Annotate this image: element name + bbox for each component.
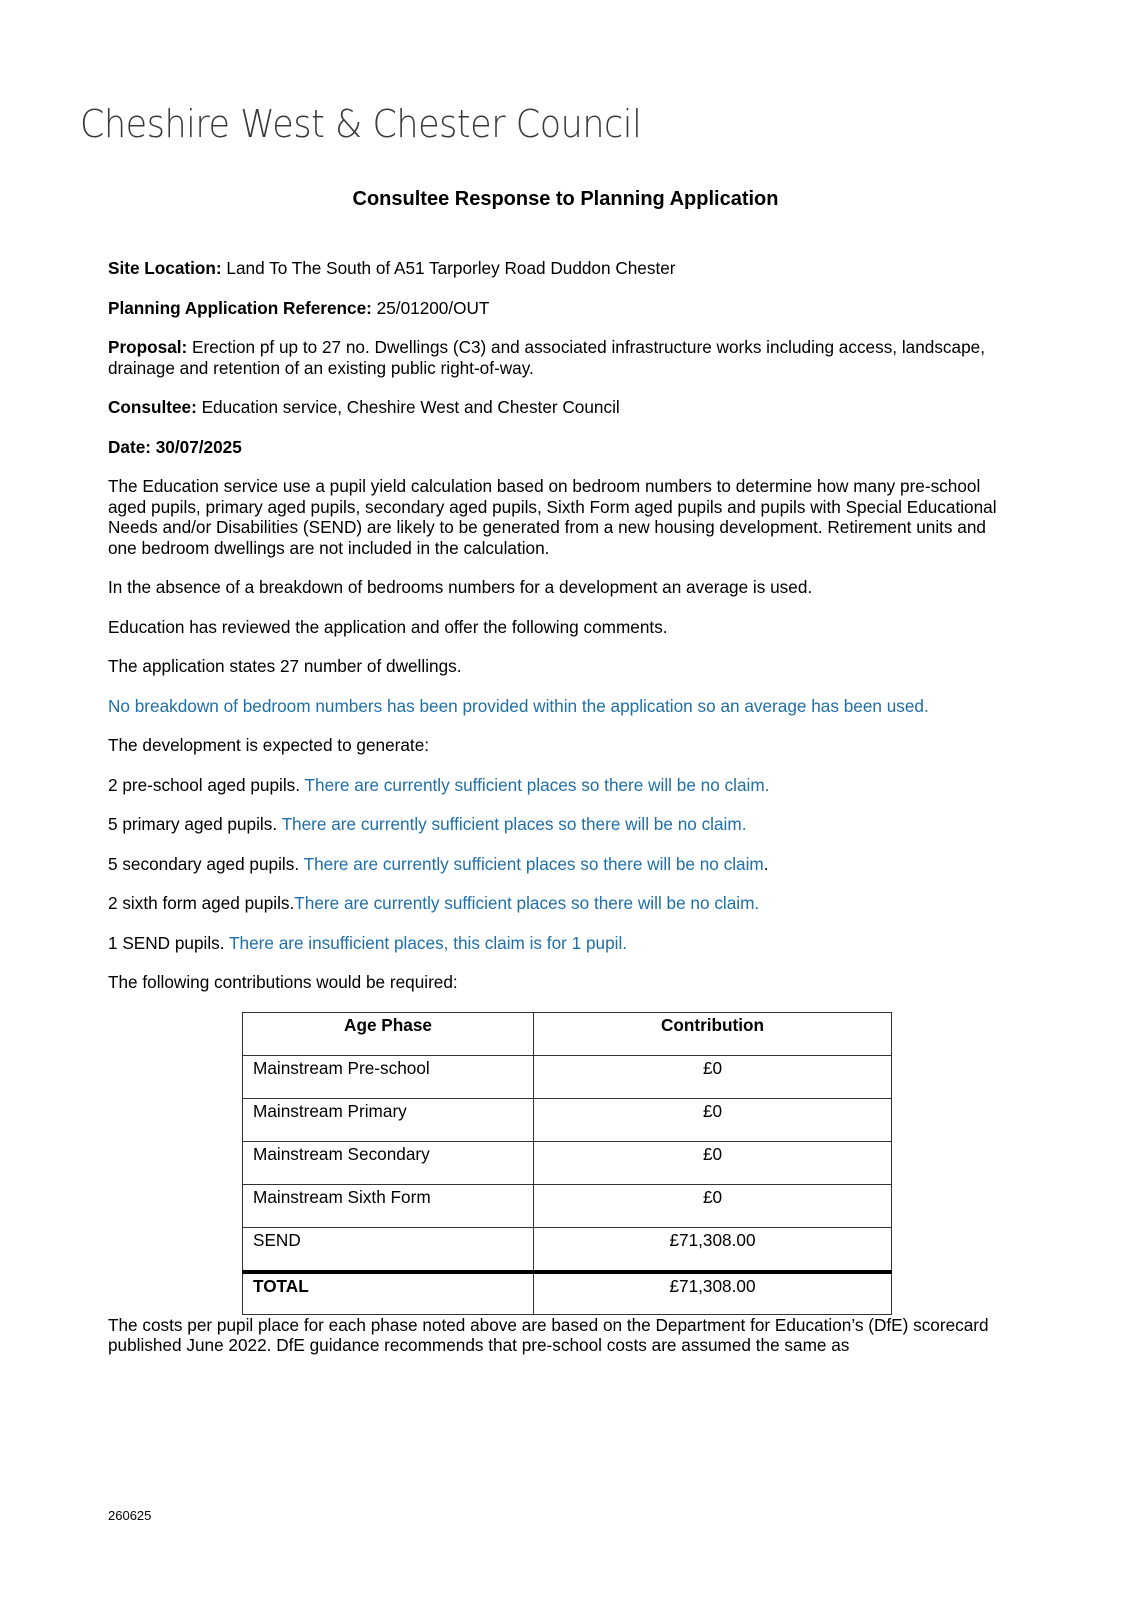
average-note: In the absence of a breakdown of bedrooms numbers for a development an average is used. — [108, 577, 813, 597]
table-row: Mainstream Pre-school £0 — [243, 1055, 892, 1098]
pupil-line: 2 pre-school aged pupils. There are currently sufficient places so there will be no claim. — [108, 774, 770, 795]
reviewed-note: Education has reviewed the application and offer the following comments. — [108, 616, 668, 637]
costs-note: The costs per pupil place for each phase noted above are based on the Department for Education’s (DfE) scorecard published June 2022. DfE guidance recommends that pre-school costs are assumed the same as — [108, 1314, 989, 1355]
table-total-row: TOTAL £71,308.00 — [243, 1272, 892, 1315]
dwellings-note: The application states 27 number of dwellings. — [108, 656, 462, 676]
header-contribution: Contribution — [534, 1012, 892, 1055]
table-row: Mainstream Sixth Form £0 — [243, 1184, 892, 1227]
pupil-line: 2 sixth form aged pupils.There are currently sufficient places so there will be no claim. — [108, 893, 760, 913]
contributions-intro: The following contributions would be required: — [108, 972, 458, 992]
contributions-table — [242, 1012, 892, 1315]
date: Date: 30/07/2025 — [108, 436, 242, 457]
expected-note: The development is expected to generate: — [108, 735, 430, 755]
table-row: SEND £71,308.00 — [243, 1227, 892, 1272]
pupil-line: 5 primary aged pupils. There are currently sufficient places so there will be no claim. — [108, 814, 747, 834]
intro-paragraph: The Education service use a pupil yield calculation based on bedroom numbers to determine how many pre-school aged pupils, primary aged pupils, secondary aged pupils, Sixth Form aged pupils and pupils with Special Educational Needs and/or Disabilities (SEND) are likely to be generated from a new housing development. Retirement units and one bedroom dwellings are not included in the calculation. — [108, 476, 997, 558]
header-age-phase: Age Phase — [243, 1012, 534, 1055]
pupil-line: 5 secondary aged pupils. There are currently sufficient places so there will be no claim. — [108, 853, 769, 874]
table-header-row — [243, 1012, 892, 1055]
table-row: Mainstream Primary £0 — [243, 1098, 892, 1141]
proposal: Proposal: Erection pf up to 27 no. Dwellings (C3) and associated infrastructure works including access, landscape, drainage and retention of an existing public right-of-way. — [108, 337, 985, 378]
page-title: Consultee Response to Planning Application — [352, 188, 779, 210]
application-reference: Planning Application Reference: 25/01200/OUT — [108, 297, 490, 318]
council-logo: Cheshire West & Chester Council — [80, 102, 642, 146]
footer-code: 260625 — [108, 1508, 152, 1523]
consultee: Consultee: Education service, Cheshire West and Chester Council — [108, 397, 620, 417]
no-breakdown-note: No breakdown of bedroom numbers has been provided within the application so an average has been used. — [108, 695, 929, 716]
pupil-line: 1 SEND pupils. There are insufficient places, this claim is for 1 pupil. — [108, 932, 628, 953]
document-body — [108, 258, 1018, 1375]
table-row: Mainstream Secondary £0 — [243, 1141, 892, 1184]
site-location: Site Location: Land To The South of A51 Tarporley Road Duddon Chester — [108, 258, 676, 278]
